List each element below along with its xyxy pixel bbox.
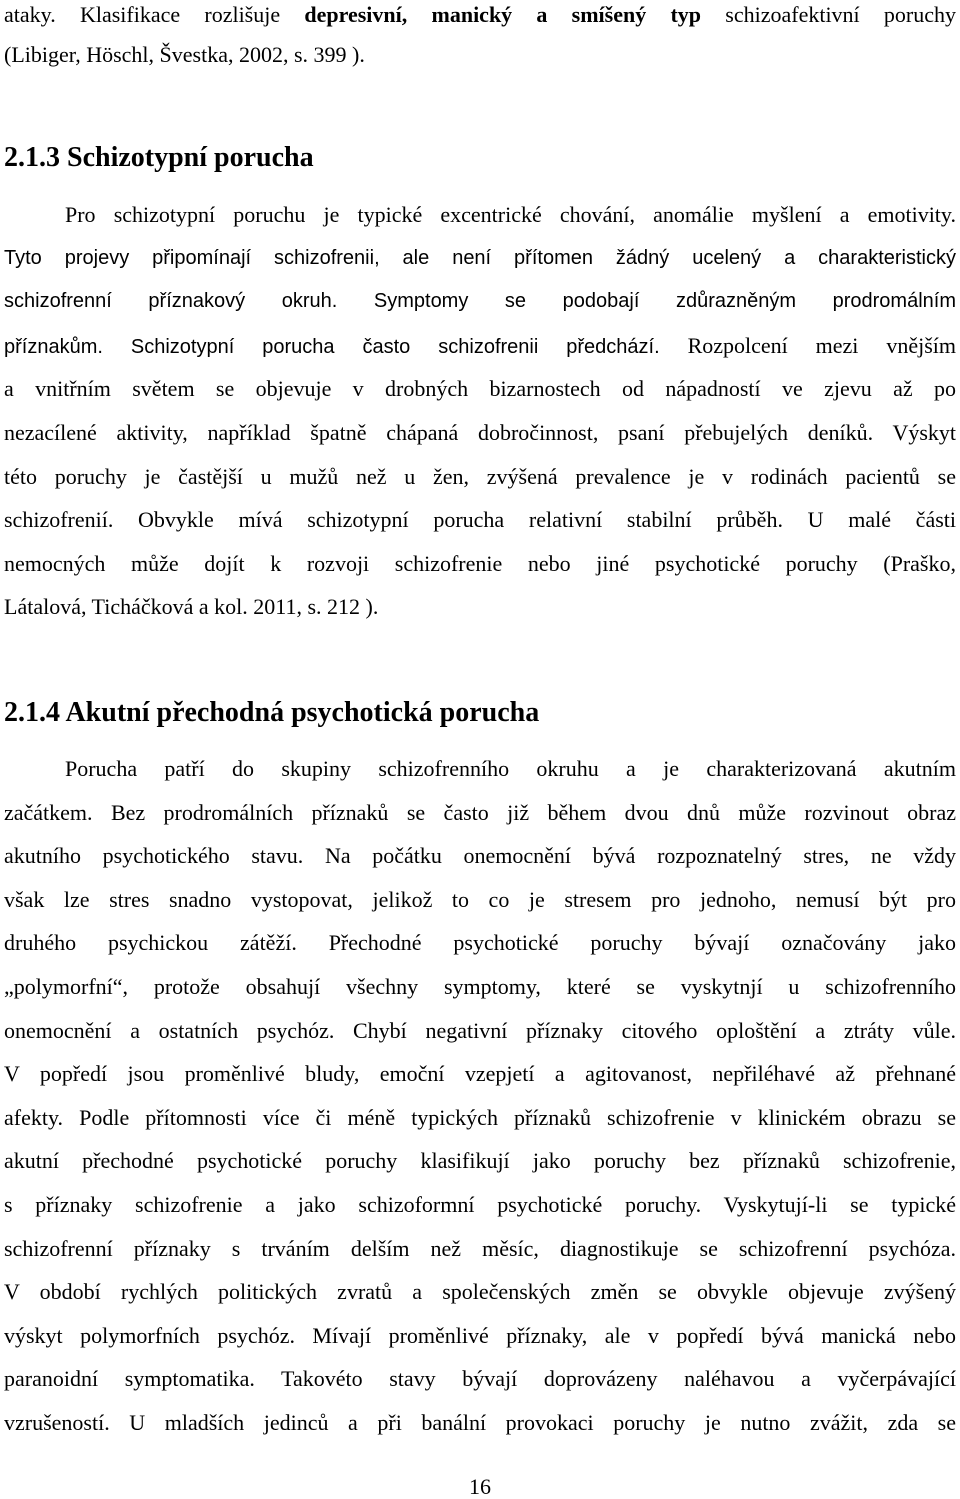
text-line: Látalová, Ticháčková a kol. 2011, s. 212 ).: [4, 594, 379, 620]
section-heading: 2.1.3 Schizotypní porucha: [4, 142, 314, 173]
text-line: s příznaky schizofrenie a jako schizoformní psychotické poruchy. Vyskytují-li se typické: [4, 1191, 956, 1217]
text-segment: Rozpolcení mezi vnějším: [659, 332, 956, 358]
text-segment: ataky. Klasifikace rozlišuje: [4, 2, 305, 27]
text-line: akutního psychotického stavu. Na počátku onemocnění bývá rozpoznatelný stres, ne vždy: [4, 843, 956, 869]
text-line: paranoidní symptomatika. Takovéto stavy bývají doprovázeny naléhavou a vyčerpávající: [4, 1366, 956, 1392]
text-line: onemocnění a ostatních psychóz. Chybí negativní příznaky citového oploštění a ztráty vůle.: [4, 1017, 956, 1043]
text-line: V popředí jsou proměnlivé bludy, emoční vzepjetí a agitovanost, nepřiléhavé až přehnané: [4, 1061, 956, 1087]
text-line: však lze stres snadno vystopovat, jelikož to co je stresem pro jednoho, nemusí být pro: [4, 886, 956, 912]
text-line: a vnitřním světem se objevuje v drobných bizarnostech od nápadností ve zjevu až po: [4, 376, 956, 402]
page-number: 16: [469, 1474, 491, 1499]
text-segment: schizoafektivní poruchy: [701, 2, 957, 27]
paragraph: [4, 193, 956, 629]
text-line: „polymorfní“, protože obsahují všechny symptomy, které se vyskytnjí u schizofrenního: [4, 973, 956, 999]
section-heading: 2.1.4 Akutní přechodná psychotická porucha: [4, 697, 540, 728]
text-line: nemocných může dojít k rozvoji schizofrenie nebo jiné psychotické poruchy (Praško,: [4, 550, 956, 576]
text-line: vzrušeností. U mladších jedinců a při banální provokaci poruchy je nutno zvážit, zda se: [4, 1409, 956, 1435]
text-line: schizofrenií. Obvykle mívá schizotypní porucha relativní stabilní průběh. U malé části: [4, 507, 956, 533]
text-line: akutní přechodné psychotické poruchy klasifikují jako poruchy bez příznaků schizofrenie,: [4, 1148, 956, 1174]
text-line: (Libiger, Höschl, Švestka, 2002, s. 399 ).: [4, 42, 365, 67]
text-line: této poruchy je častější u mužů než u žen, zvýšená prevalence je v rodinách pacientů se: [4, 463, 956, 489]
text-line: nezacílené aktivity, například špatně chápaná dobročinnost, psaní přebujelých deníků. Výskyt: [4, 419, 956, 445]
text-line: schizofrenní příznaky s trváním delším než měsíc, diagnostikuje se schizofrenní psychóza.: [4, 1235, 956, 1261]
text-line: afekty. Podle přítomnosti více či méně typických příznaků schizofrenie v klinickém obrazu se: [4, 1104, 956, 1130]
bold-text: depresivní, manický a smíšený typ: [304, 2, 702, 27]
text-line: schizofrenní příznakový okruh. Symptomy se podobají zdůrazněným prodromálním: [4, 290, 956, 313]
text-line: V období rychlých politických zvratů a společenských změn se obvykle objevuje zvýšený: [4, 1279, 956, 1305]
paragraph: [4, 747, 956, 1445]
text-line: Tyto projevy připomínají schizofrenii, ale není přítomen žádný ucelený a charakteristický: [4, 246, 956, 269]
text-line: druhého psychickou zátěží. Přechodné psychotické poruchy bývají označovány jako: [4, 930, 956, 956]
text-segment: příznakům. Schizotypní porucha často schizofrenii předchází.: [4, 335, 660, 358]
text-line: začátkem. Bez prodromálních příznaků se často již během dvou dnů může rozvinout obraz: [4, 799, 956, 825]
text-line: výskyt polymorfních psychóz. Mívají proměnlivé příznaky, ale v popředí bývá manická nebo: [4, 1322, 956, 1348]
text-line: Porucha patří do skupiny schizofrenního okruhu a je charakterizovaná akutním: [65, 756, 956, 781]
text-line: Pro schizotypní poruchu je typické excentrické chování, anomálie myšlení a emotivity.: [65, 202, 956, 227]
text-line: [4, 2, 956, 28]
text-line: [4, 324, 956, 368]
